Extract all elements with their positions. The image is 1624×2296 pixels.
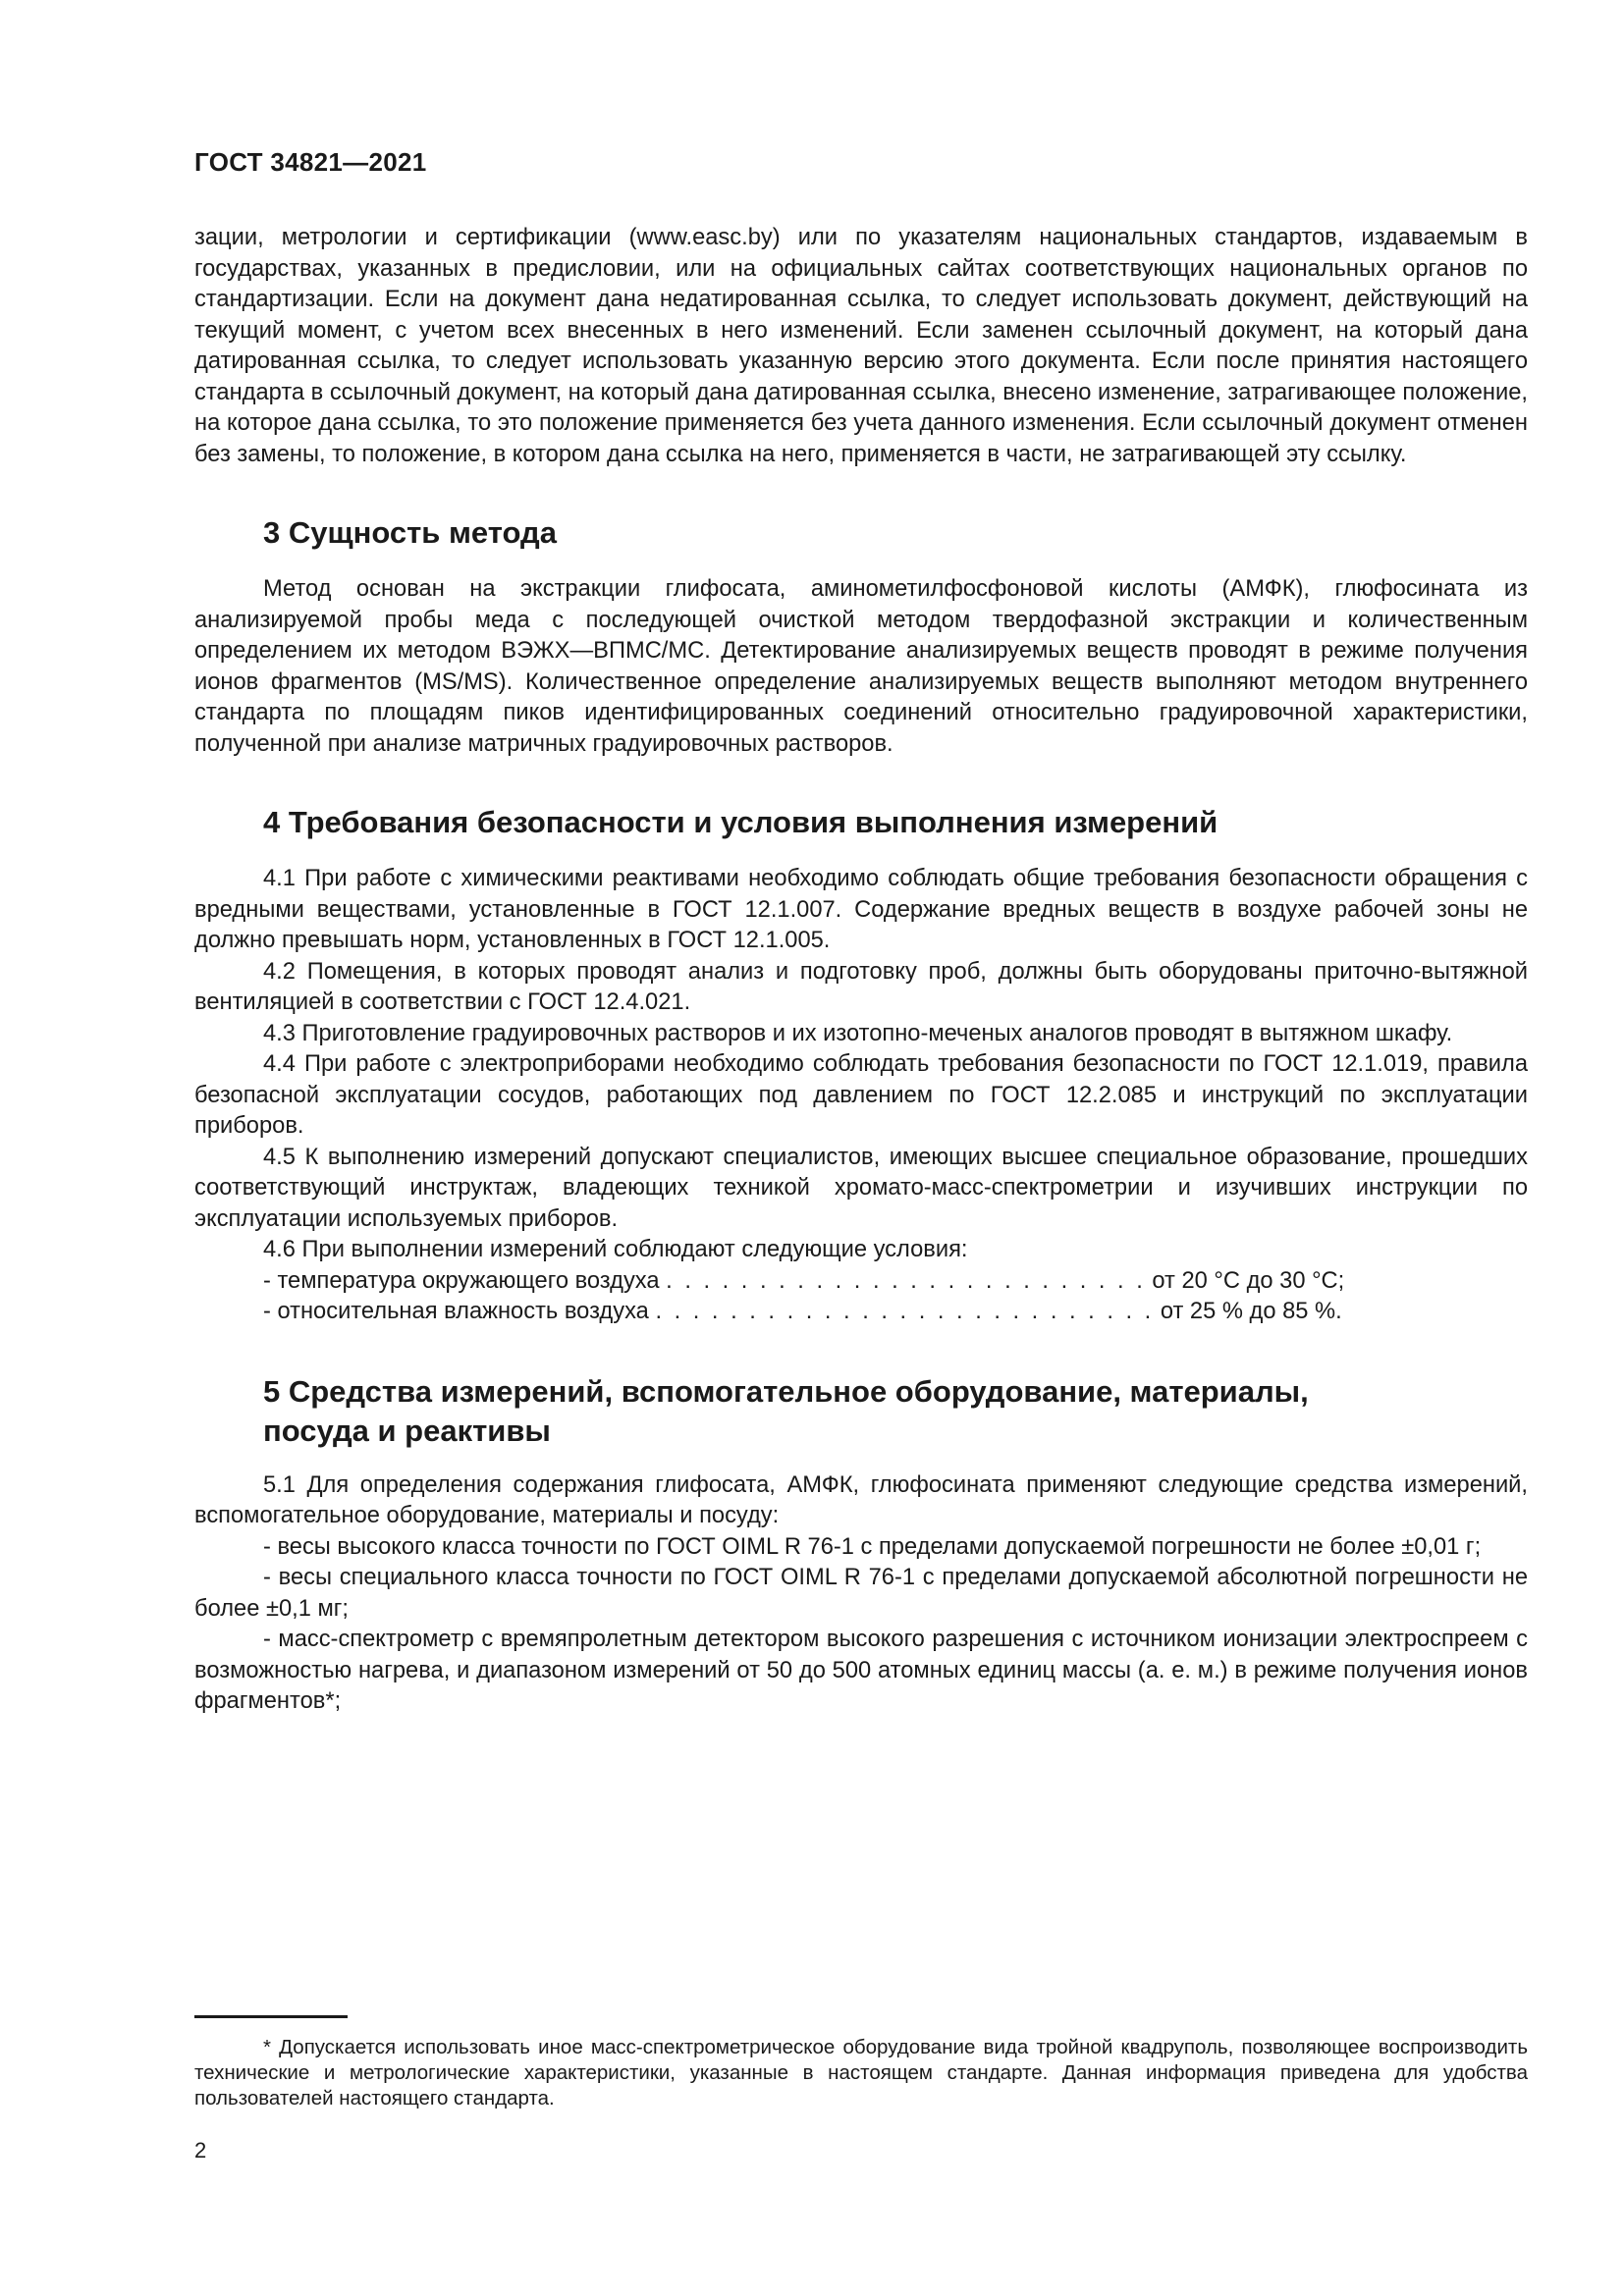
condition-temperature-label: - температура окружающего воздуха bbox=[263, 1267, 660, 1294]
section-5-title-line-2: посуда и реактивы bbox=[263, 1413, 551, 1448]
condition-humidity-label: - относительная влажность воздуха bbox=[263, 1299, 649, 1324]
list-item-mass-spectrometer: - масс-спектрометр с времяпролетным детектором высокого разрешения с источником ионизации электроспреем с возможностью нагрева, и диапазоном измерений от 50 до 500 атомных единиц массы (а. е. м.) в режиме получения ионов фрагментов*; bbox=[194, 1627, 1528, 1714]
section-3-title: 3 Сущность метода bbox=[263, 515, 557, 550]
leader-dots: . . . . . . . . . . . . . . . . . . . . . . . . . . bbox=[666, 1267, 1146, 1294]
footnote-divider bbox=[194, 2015, 348, 2018]
document-code-header: ГОСТ 34821—2021 bbox=[194, 147, 427, 177]
section-5-title-line-1: 5 Средства измерений, вспомогательное оборудование, материалы, bbox=[263, 1373, 1309, 1409]
section-5-title bbox=[194, 1372, 1528, 1451]
clause-4-2: 4.2 Помещения, в которых проводят анализ и подготовку проб, должны быть оборудованы приточно-вытяжной вентиляцией в соответствии с ГОСТ 12.4.021. bbox=[194, 958, 1528, 1015]
list-item-scales-high: - весы высокого класса точности по ГОСТ OIML R 76-1 с пределами допускаемой погрешности не более ±0,01 г; bbox=[263, 1533, 1482, 1560]
clause-4-1: 4.1 При работе с химическими реактивами необходимо соблюдать общие требования безопасности обращения с вредными веществами, установленные в ГОСТ 12.1.007. Содержание вредных веществ в воздухе рабочей зоны не должно превышать норм, установленных в ГОСТ 12.1.005. bbox=[194, 866, 1528, 953]
document-page bbox=[194, 147, 1528, 1718]
section-4-title: 4 Требования безопасности и условия выполнения измерений bbox=[263, 805, 1218, 839]
clause-4-3: 4.3 Приготовление градуировочных растворов и их изотопно-меченых аналогов проводят в вытяжном шкафу. bbox=[263, 1020, 1453, 1046]
clause-5-1: 5.1 Для определения содержания глифосата, АМФК, глюфосината применяют следующие средства измерений, вспомогательное оборудование, материалы и посуду: bbox=[194, 1471, 1528, 1528]
clause-4-4: 4.4 При работе с электроприборами необходимо соблюдать требования безопасности по ГОСТ 12.1.019, правила безопасной эксплуатации сосудов, работающих под давлением по ГОСТ 12.2.085 и инструкций по эксплуатации приборов. bbox=[194, 1051, 1528, 1139]
condition-temperature bbox=[194, 1266, 1528, 1298]
section-3-text: Метод основан на экстракции глифосата, аминометилфосфоновой кислоты (АМФК), глюфосината из анализируемой пробы меда с последующей очисткой методом твердофазной экстракции и количественным определением их методом ВЭЖХ—ВПМС/МС. Детектирование анализируемых веществ проводят в режиме получения ионов фрагментов (MS/MS). Количественное определение анализируемых веществ выполняют методом внутреннего стандарта по площадям пиков идентифицированных соединений относительно градуировочной характеристики, полученной при анализе матричных градуировочных растворов. bbox=[194, 576, 1528, 757]
leader-dots: . . . . . . . . . . . . . . . . . . . . . . . . . . . bbox=[655, 1299, 1155, 1324]
condition-temperature-value: от 20 °С до 30 °С; bbox=[1152, 1267, 1345, 1294]
intro-paragraph: зации, метрологии и сертификации (www.easc.by) или по указателям национальных стандартов, издаваемым в государствах, указанных в предисловии, или на официальных сайтах соответствующих национальных органов по стандартизации. Если на документ дана недатированная ссылка, то следует использовать документ, действующий на текущий момент, с учетом всех внесенных в него изменений. Если заменен ссылочный документ, на который дана датированная ссылка, то следует использовать указанную версию этого документа. Если после принятия настоящего стандарта в ссылочный документ, на который дана датированная ссылка, внесено изменение, затрагивающее положение, на которое дана ссылка, то это положение применяется без учета данного изменения. Если ссылочный документ отменен без замены, то положение, в котором дана ссылка на него, применяется в части, не затрагивающей эту ссылку. bbox=[194, 225, 1528, 467]
clause-4-6: 4.6 При выполнении измерений соблюдают следующие условия: bbox=[263, 1237, 968, 1262]
footnote: * Допускается использовать иное масс-спектрометрическое оборудование вида тройной квадруполь, позволяющее воспроизводить технические и метрологические характеристики, указанные в настоящем стандарте. Данная информация приведена для удобства пользователей настоящего стандарта. bbox=[194, 2036, 1528, 2109]
condition-humidity-value: от 25 % до 85 %. bbox=[1160, 1299, 1342, 1324]
page-number: 2 bbox=[194, 2138, 207, 2163]
list-item-scales-special: - весы специального класса точности по ГОСТ OIML R 76-1 с пределами допускаемой абсолютной погрешности не более ±0,1 мг; bbox=[194, 1565, 1528, 1622]
clause-4-5: 4.5 К выполнению измерений допускают специалистов, имеющих высшее специальное образование, прошедших соответствующий инструктаж, владеющих техникой хромато-масс-спектрометрии и изучивших инструкции по эксплуатации используемых приборов. bbox=[194, 1144, 1528, 1232]
condition-humidity bbox=[194, 1297, 1528, 1328]
